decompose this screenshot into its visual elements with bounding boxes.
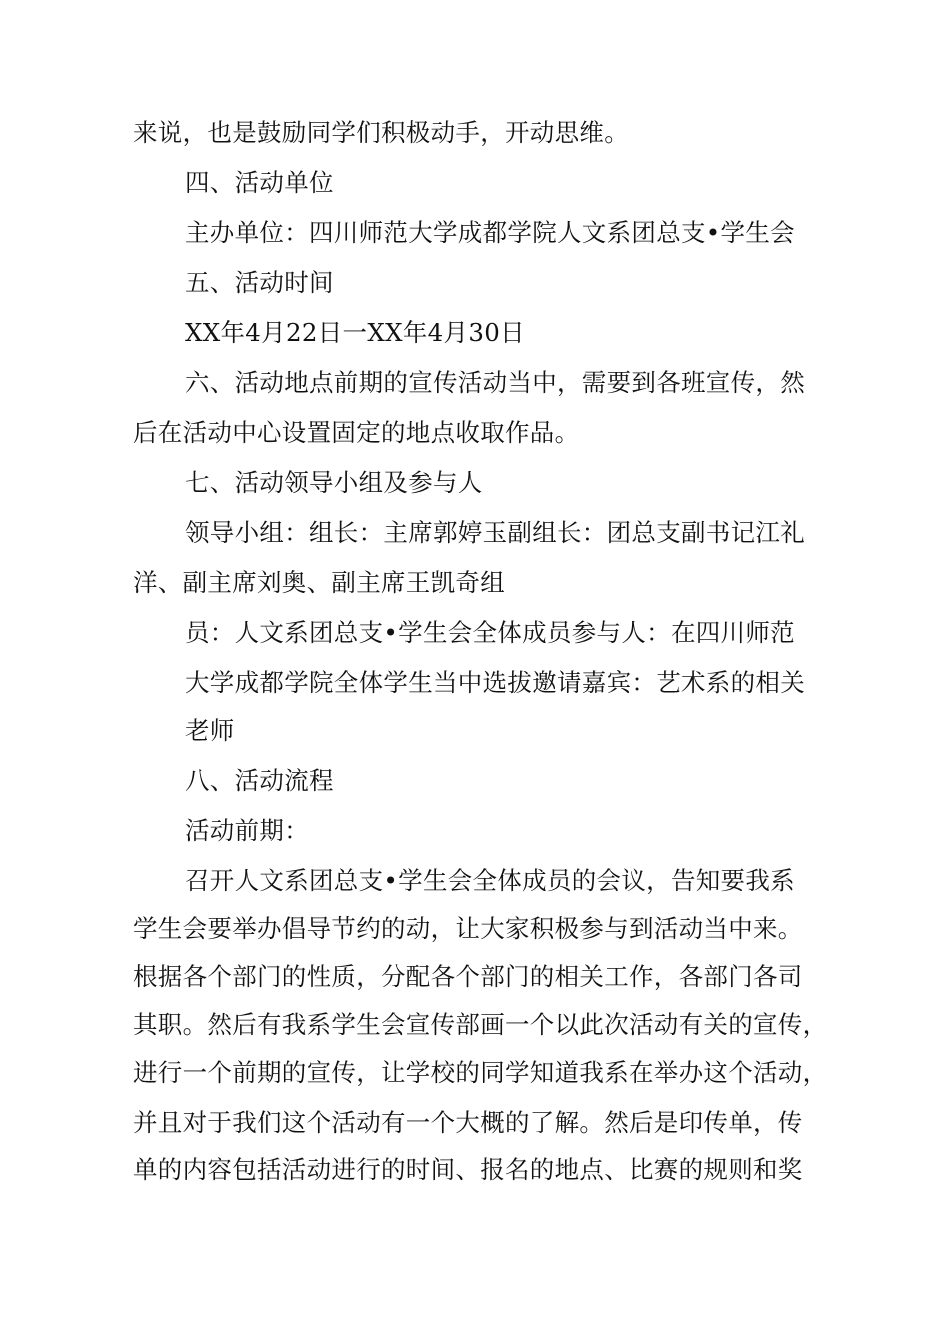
section-heading: 七、活动领导小组及参与人 (185, 468, 483, 497)
text-line: 其职。然后有我系学生会宣传部画一个以此次活动有关的宣传， (133, 1010, 828, 1039)
text-line: 员：人文系团总支•学生会全体成员参与人：在四川师范 (185, 618, 795, 647)
text-line: 洋、副主席刘奥、副主席王凯奇组 (133, 568, 505, 597)
text-line: 进行一个前期的宣传，让学校的同学知道我系在举办这个活动， (133, 1058, 828, 1087)
text-line: 召开人文系团总支•学生会全体成员的会议，告知要我系 (185, 866, 795, 895)
text-line: 老师 (185, 716, 235, 745)
text-line: 领导小组：组长：主席郭婷玉副组长：团总支副书记江礼 (185, 518, 805, 547)
section-heading: 八、活动流程 (185, 766, 334, 795)
text-line: 并且对于我们这个活动有一个大概的了解。然后是印传单，传 (133, 1108, 803, 1137)
text-line: 大学成都学院全体学生当中选拔邀请嘉宾：艺术系的相关 (185, 668, 805, 697)
section-heading: 四、活动单位 (185, 168, 334, 197)
text-line: 学生会要举办倡导节约的动，让大家积极参与到活动当中来。 (133, 914, 803, 943)
text-line: 单的内容包括活动进行的时间、报名的地点、比赛的规则和奖 (133, 1155, 803, 1184)
text-line: 根据各个部门的性质，分配各个部门的相关工作，各部门各司 (133, 962, 803, 991)
subheading: 活动前期： (185, 816, 309, 845)
text-line: 后在活动中心设置固定的地点收取作品。 (133, 418, 580, 447)
text-line: 来说，也是鼓励同学们积极动手，开动思维。 (133, 118, 629, 147)
section-heading: 五、活动时间 (185, 268, 334, 297)
text-line: XX年4月22日一XX年4月30日 (185, 318, 525, 347)
section-heading: 六、活动地点前期的宣传活动当中，需要到各班宣传，然 (185, 368, 805, 397)
text-line: 主办单位：四川师范大学成都学院人文系团总支•学生会 (185, 218, 795, 247)
